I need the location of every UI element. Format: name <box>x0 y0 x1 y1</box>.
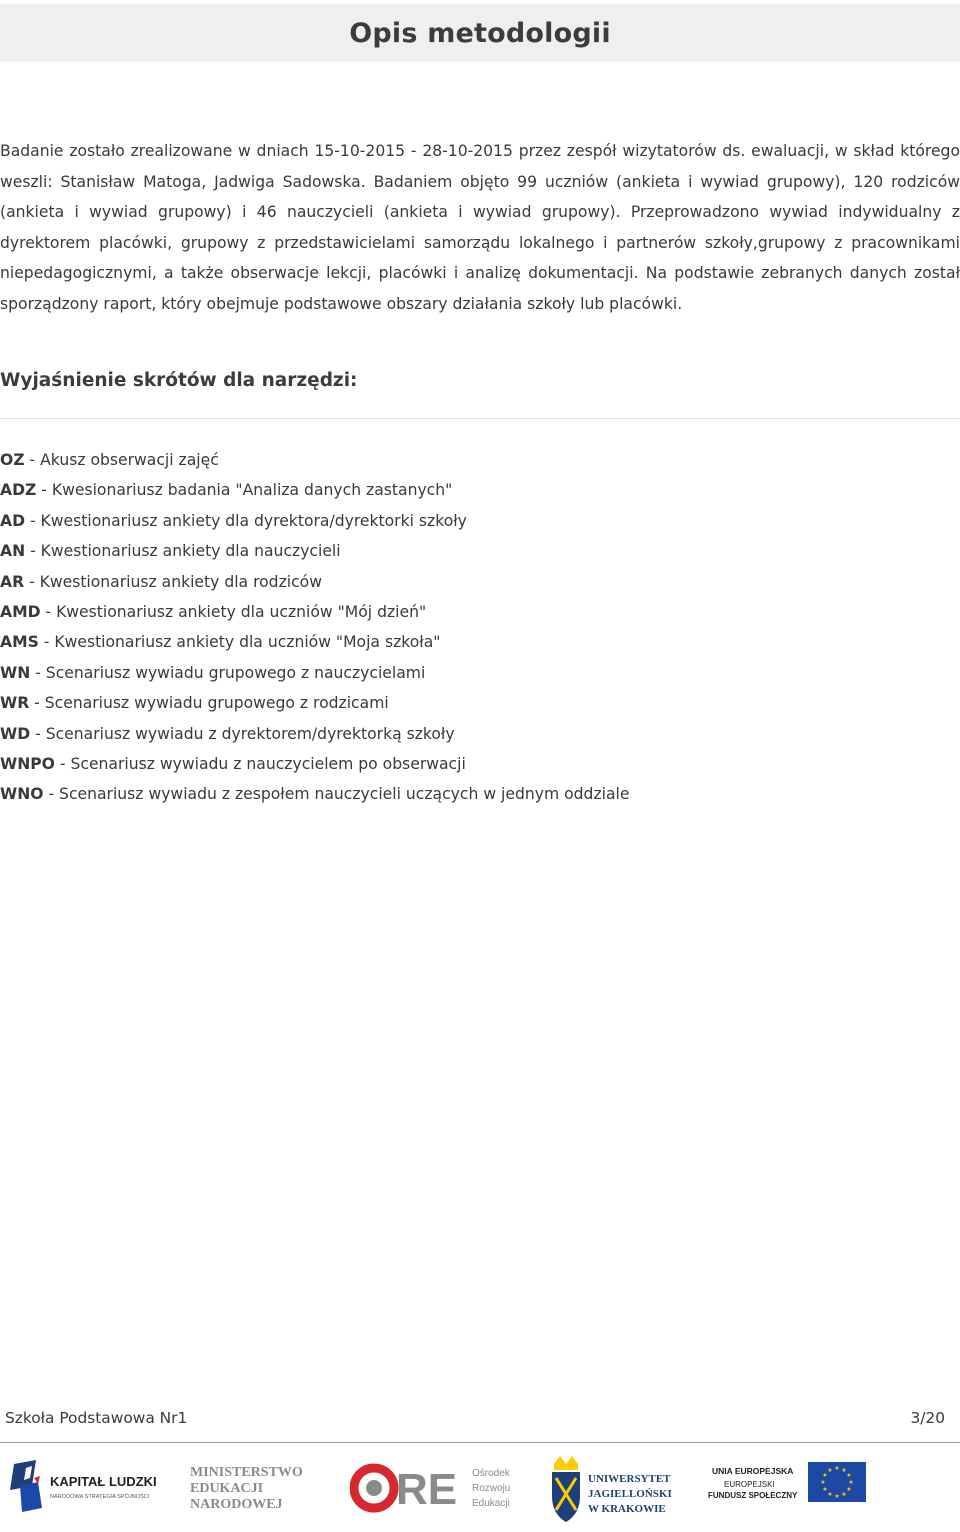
abbr-desc: - Kwestionariusz ankiety dla uczniów "Mój dzień" <box>40 603 427 622</box>
list-item <box>0 567 629 597</box>
abbr-desc: - Scenariusz wywiadu z zespołem nauczycieli uczących w jednym oddziale <box>43 785 630 804</box>
list-item <box>0 688 629 718</box>
page-title: Opis metodologii <box>349 17 611 49</box>
ore-line2: Rozwoju <box>472 1483 511 1494</box>
list-item <box>0 779 629 809</box>
ue-line1: UNIA EUROPEJSKA <box>712 1466 794 1476</box>
abbr-desc: - Scenariusz wywiadu grupowego z rodzicami <box>29 694 389 713</box>
abbr-desc: - Akusz obserwacji zajęć <box>24 451 219 469</box>
abbr-desc: - Scenariusz wywiadu grupowego z nauczycielami <box>30 663 426 682</box>
kapital-title: KAPITAŁ LUDZKI <box>50 1474 157 1489</box>
abbr-code: AN <box>0 542 26 561</box>
svg-text:★: ★ <box>834 1465 840 1472</box>
abbr-desc: - Kwestionariusz ankiety dla rodziców <box>24 572 322 591</box>
intro-report-text: Na podstawie zebranych danych został sporządzony raport, który obejmuje podstawowe obszary działania szkoły lub placówki. <box>0 264 960 313</box>
list-item <box>0 506 629 536</box>
svg-text:★: ★ <box>827 1467 833 1474</box>
ue-efs-logo <box>704 1460 874 1516</box>
list-item <box>0 719 629 749</box>
abbr-code: WR <box>0 694 30 713</box>
kapital-ludzki-logo <box>8 1456 168 1516</box>
intro-paragraph <box>0 136 960 319</box>
ore-logo <box>350 1460 530 1516</box>
methodology-intro <box>0 136 960 319</box>
abbr-code: AMD <box>0 603 41 622</box>
ue-line2: EUROPEJSKI <box>724 1480 775 1489</box>
svg-text:★: ★ <box>822 1472 828 1479</box>
list-item <box>0 475 629 505</box>
section-divider <box>0 418 960 419</box>
uj-line2: JAGIELLOŃSKI <box>588 1488 672 1500</box>
uj-logo <box>546 1452 686 1528</box>
uj-line1: UNIWERSYTET <box>588 1473 671 1485</box>
men-logo <box>186 1458 316 1520</box>
list-item <box>0 658 629 688</box>
list-item <box>0 749 629 779</box>
abbr-code: AD <box>0 511 26 530</box>
uj-line3: W KRAKOWIE <box>588 1503 666 1515</box>
svg-text:★: ★ <box>846 1486 852 1493</box>
footer-page-number: 3/20 <box>910 1409 945 1427</box>
abbr-desc: - Kwestionariusz ankiety dla dyrektora/dyrektorki szkoły <box>25 511 467 530</box>
abbr-code: WN <box>0 663 31 682</box>
ue-line3: FUNDUSZ SPOŁECZNY <box>708 1491 798 1500</box>
list-item <box>0 627 629 657</box>
svg-text:★: ★ <box>822 1486 828 1493</box>
title-bar <box>0 4 960 62</box>
abbr-code: AR <box>0 572 25 591</box>
abbr-desc: - Kwestionariusz ankiety dla uczniów "Moja szkoła" <box>38 633 441 652</box>
svg-text:★: ★ <box>848 1479 854 1486</box>
svg-text:★: ★ <box>827 1491 833 1498</box>
ore-line1: Ośrodek <box>472 1468 510 1479</box>
list-item <box>0 597 629 627</box>
list-item <box>0 536 629 566</box>
intro-interviews-text: Przeprowadzono wywiad indywidualny z dyrektorem placówki, grupowy z przedstawicielami samorządu lokalnego i partnerów szkoły,grupowy z pracownikami niepedagogicznymi, a także obserwacje lekcji, placówki i analizę dokumentacji. <box>0 203 960 282</box>
men-line1: MINISTERSTWO <box>190 1465 303 1480</box>
abbr-code: AMS <box>0 633 39 652</box>
abbr-desc: - Kwestionariusz ankiety dla nauczycieli <box>25 542 341 561</box>
intro-sample-text: Badaniem objęto 99 uczniów (ankieta i wywiad grupowy), 120 rodziców (ankieta i wywiad grupowy) i 46 nauczycieli (ankieta i wywiad grupowy). <box>0 172 960 221</box>
footer-school-name: Szkoła Podstawowa Nr1 <box>5 1409 188 1427</box>
abbr-desc: - Scenariusz wywiadu z nauczycielem po obserwacji <box>54 755 466 774</box>
men-line2: EDUKACJI <box>190 1481 264 1496</box>
list-item <box>0 445 629 475</box>
men-line3: NARODOWEJ <box>190 1497 283 1512</box>
svg-text:★: ★ <box>841 1491 847 1498</box>
ore-line3: Edukacji <box>472 1498 510 1509</box>
abbreviation-list <box>0 445 629 810</box>
sponsor-logos <box>0 1448 960 1532</box>
abbr-desc: - Kwesionariusz badania "Analiza danych zastanych" <box>36 481 453 500</box>
svg-text:★: ★ <box>834 1493 840 1500</box>
abbr-code: WD <box>0 724 31 743</box>
kapital-subtitle: NARODOWA STRATEGIA SPÓJNOŚCI <box>50 1494 150 1500</box>
svg-text:★: ★ <box>841 1467 847 1474</box>
abbreviations-heading: Wyjaśnienie skrótów dla narzędzi: <box>0 370 358 391</box>
svg-text:★: ★ <box>846 1472 852 1479</box>
ore-mark: RE <box>396 1465 458 1514</box>
intro-team-text: Badanie zostało zrealizowane w dniach 15-10-2015 - 28-10-2015 przez zespół wizytatorów ds. ewaluacji, w skład którego weszli: Stanisław Matoga, Jadwiga Sadowska. <box>0 142 960 191</box>
svg-text:★: ★ <box>820 1479 826 1486</box>
abbr-code: OZ <box>0 451 25 469</box>
abbr-code: WNO <box>0 785 44 804</box>
abbr-desc: - Scenariusz wywiadu z dyrektorem/dyrektorką szkoły <box>30 724 455 743</box>
abbr-code: WNPO <box>0 755 55 774</box>
page-footer <box>5 1409 945 1427</box>
footer-divider <box>0 1442 960 1443</box>
abbr-code: ADZ <box>0 481 37 500</box>
